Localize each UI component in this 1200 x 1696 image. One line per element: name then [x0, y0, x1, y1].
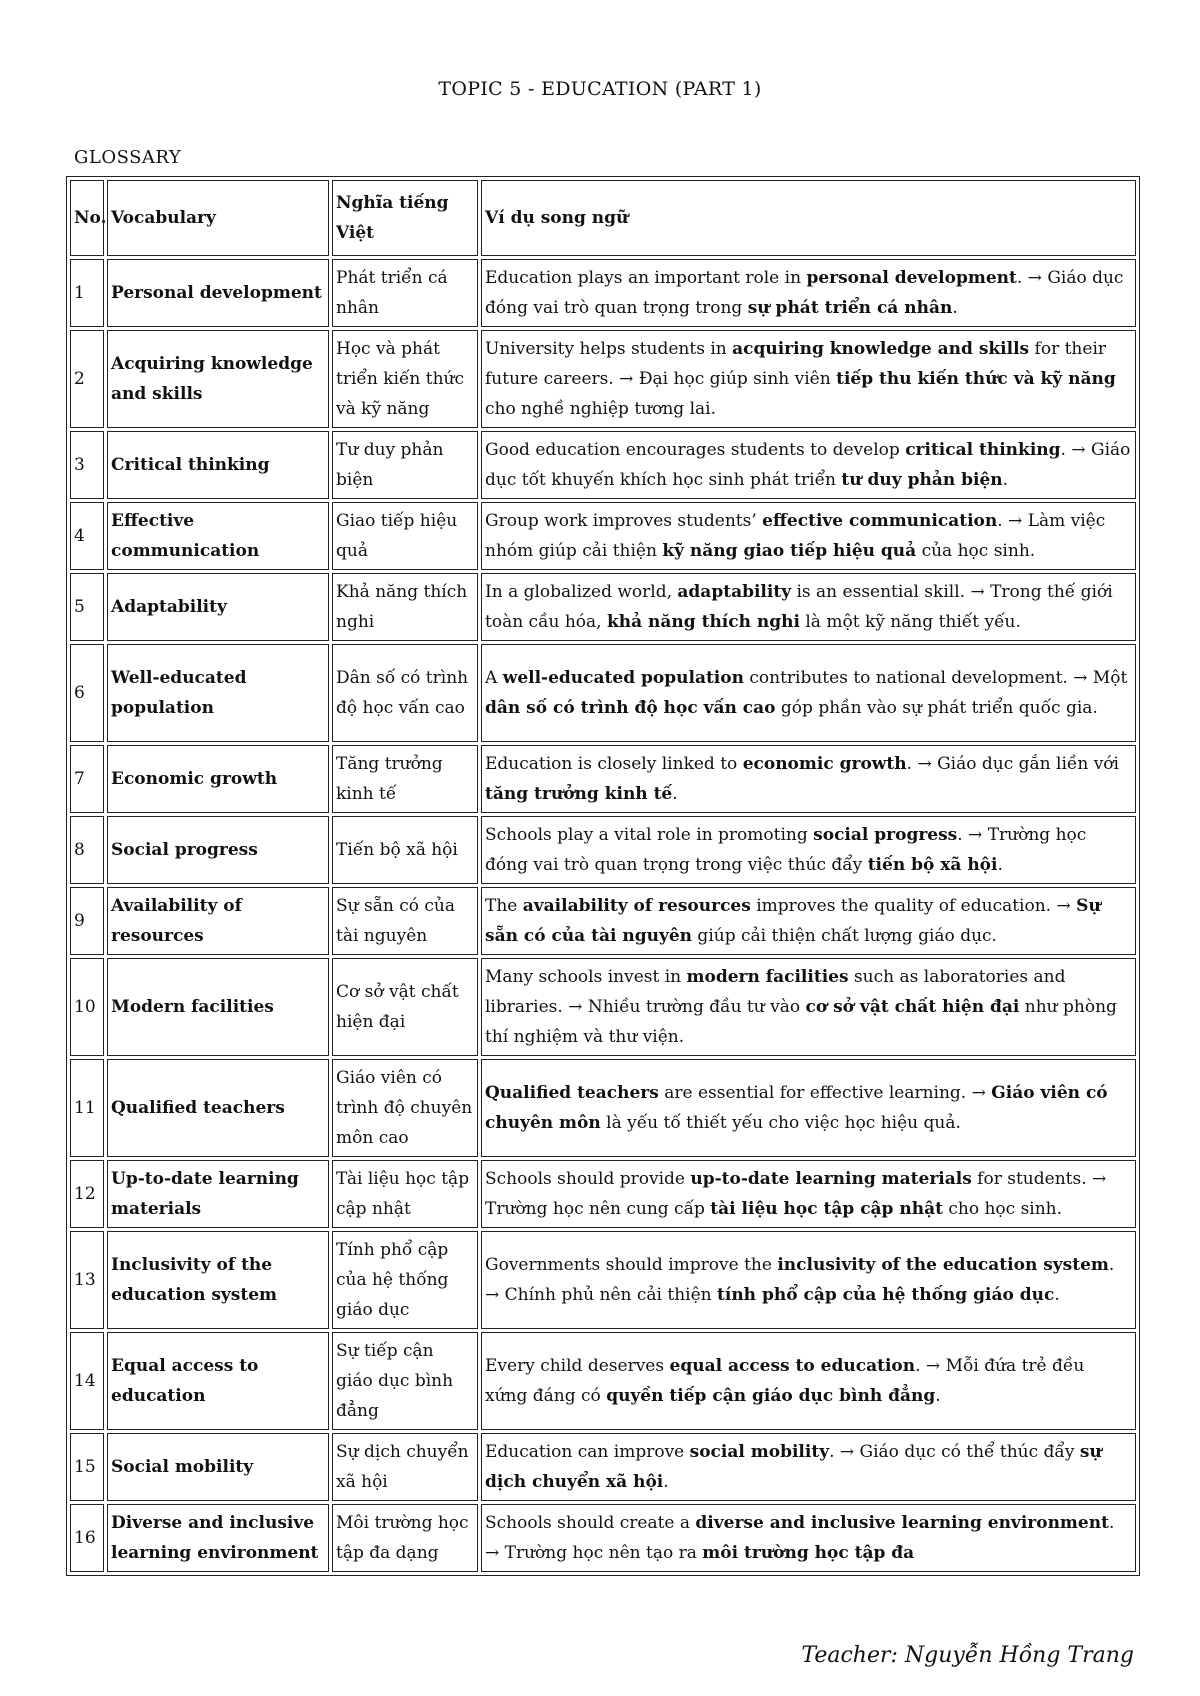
row-number: 15 [70, 1433, 104, 1501]
example-text: Governments should improve the [485, 1255, 778, 1275]
page-title: TOPIC 5 - EDUCATION (PART 1) [438, 78, 762, 100]
table-row [70, 1433, 1136, 1501]
example-text: . [1054, 1285, 1060, 1305]
example-highlight: acquiring knowledge and skills [732, 339, 1030, 359]
bilingual-example [481, 887, 1136, 955]
vocabulary-term: Acquiring knowledge and skills [107, 330, 329, 428]
vocabulary-term: Diverse and inclusive learning environment [107, 1504, 329, 1572]
bilingual-example [481, 958, 1136, 1056]
example-text: such as laboratories and libraries. → Nhiều trường đầu tư vào [485, 967, 1066, 1017]
bilingual-example [481, 1504, 1136, 1572]
example-text: . → Làm việc nhóm giúp cải thiện [485, 511, 1106, 561]
table-row [70, 1231, 1136, 1329]
example-highlight: dân số có trình độ học vấn cao [485, 698, 776, 718]
example-text: là yếu tố thiết yếu cho việc học hiệu quả. [600, 1113, 961, 1133]
example-text: Schools should create a [485, 1513, 696, 1533]
vocabulary-term: Economic growth [107, 745, 329, 813]
example-text: Schools should provide [485, 1169, 691, 1189]
example-highlight: tiến bộ xã hội [867, 855, 998, 875]
glossary-table [66, 176, 1140, 1576]
example-highlight: social progress [813, 825, 958, 845]
vocabulary-term: Up-to-date learning materials [107, 1160, 329, 1228]
bilingual-example [481, 1231, 1136, 1329]
example-text: . → Giáo dục tốt khuyến khích học sinh phát triển [485, 440, 1131, 490]
vietnamese-meaning: Dân số có trình độ học vấn cao [332, 644, 478, 742]
vietnamese-meaning: Học và phát triển kiến thức và kỹ năng [332, 330, 478, 428]
example-text: . → Trường học nên tạo ra [485, 1513, 1115, 1563]
example-highlight: tài liệu học tập cập nhật [710, 1199, 943, 1219]
teacher-signature: Teacher: Nguyễn Hồng Trang [801, 1643, 1134, 1668]
example-text: Schools play a vital role in promoting [485, 825, 814, 845]
example-highlight: môi trường học tập đa [702, 1543, 915, 1563]
row-number: 12 [70, 1160, 104, 1228]
vocabulary-term: Availability of resources [107, 887, 329, 955]
example-text: Many schools invest in [485, 967, 687, 987]
row-number: 13 [70, 1231, 104, 1329]
vocabulary-term: Modern facilities [107, 958, 329, 1056]
example-highlight: tăng trưởng kinh tế [485, 784, 673, 804]
example-text: University helps students in [485, 339, 733, 359]
row-number: 4 [70, 502, 104, 570]
bilingual-example [481, 431, 1136, 499]
row-number: 11 [70, 1059, 104, 1157]
example-highlight: Sự sẵn có của tài nguyên [485, 896, 1101, 946]
example-highlight: up-to-date learning materials [690, 1169, 972, 1189]
bilingual-example [481, 573, 1136, 641]
bilingual-example [481, 1433, 1136, 1501]
vietnamese-meaning: Cơ sở vật chất hiện đại [332, 958, 478, 1056]
row-number: 8 [70, 816, 104, 884]
example-text: góp phần vào sự phát triển quốc gia. [775, 698, 1098, 718]
example-text: Education is closely linked to [485, 754, 743, 774]
bilingual-example [481, 816, 1136, 884]
table-row [70, 816, 1136, 884]
example-text: Group work improves students’ [485, 511, 763, 531]
vocabulary-term: Adaptability [107, 573, 329, 641]
vietnamese-meaning: Sự dịch chuyển xã hội [332, 1433, 478, 1501]
example-text: của học sinh. [916, 541, 1036, 561]
bilingual-example [481, 330, 1136, 428]
example-text: In a globalized world, [485, 582, 678, 602]
row-number: 6 [70, 644, 104, 742]
example-text: Every child deserves [485, 1356, 670, 1376]
example-text: cho học sinh. [942, 1199, 1063, 1219]
row-number: 16 [70, 1504, 104, 1572]
example-highlight: economic growth [742, 754, 907, 774]
example-highlight: critical thinking [905, 440, 1061, 460]
example-highlight: sự phát triển cá nhân [747, 298, 953, 318]
table-row [70, 330, 1136, 428]
example-highlight: diverse and inclusive learning environment [695, 1513, 1109, 1533]
row-number: 14 [70, 1332, 104, 1430]
example-highlight: effective communication [762, 511, 998, 531]
bilingual-example [481, 644, 1136, 742]
example-highlight: Giáo viên có chuyên môn [485, 1083, 1108, 1133]
example-text: . → Chính phủ nên cải thiện [485, 1255, 1115, 1305]
vietnamese-meaning: Tính phổ cập của hệ thống giáo dục [332, 1231, 478, 1329]
vocabulary-term: Social progress [107, 816, 329, 884]
example-highlight: social mobility [689, 1442, 830, 1462]
section-heading: GLOSSARY [74, 147, 182, 168]
example-highlight: tiếp thu kiến thức và kỹ năng [836, 369, 1116, 389]
example-text: for students. → Trường học nên cung cấp [485, 1169, 1107, 1219]
vocabulary-term: Critical thinking [107, 431, 329, 499]
table-row [70, 431, 1136, 499]
example-highlight: khả năng thích nghi [606, 612, 800, 632]
table-row [70, 958, 1136, 1056]
example-highlight: tư duy phản biện [841, 470, 1003, 490]
example-text: The [485, 896, 523, 916]
example-text: . → Giáo dục đóng vai trò quan trọng trong [485, 268, 1124, 318]
table-row [70, 1504, 1136, 1572]
vocabulary-term: Effective communication [107, 502, 329, 570]
vietnamese-meaning: Giáo viên có trình độ chuyên môn cao [332, 1059, 478, 1157]
example-highlight: equal access to education [669, 1356, 916, 1376]
vietnamese-meaning: Tiến bộ xã hội [332, 816, 478, 884]
example-text: . → Trường học đóng vai trò quan trọng trong việc thúc đẩy [485, 825, 1087, 875]
example-highlight: personal development [806, 268, 1017, 288]
example-text: . [1002, 470, 1009, 490]
example-text: for their future careers. → Đại học giúp sinh viên [485, 339, 1107, 389]
header-vietnamese-meaning: Nghĩa tiếng Việt [332, 180, 478, 256]
table-row [70, 1332, 1136, 1430]
bilingual-example [481, 1332, 1136, 1430]
glossary-table-container [66, 176, 1140, 1576]
example-text: contributes to national development. → Một [743, 668, 1128, 688]
table-row [70, 887, 1136, 955]
vietnamese-meaning: Tăng trưởng kinh tế [332, 745, 478, 813]
example-text: is an essential skill. → Trong thế giới toàn cầu hóa, [485, 582, 1113, 632]
example-text: . [935, 1386, 941, 1406]
table-row [70, 1160, 1136, 1228]
header-vocabulary: Vocabulary [107, 180, 329, 256]
example-text: . → Giáo dục có thể thúc đẩy [829, 1442, 1080, 1462]
example-highlight: adaptability [677, 582, 792, 602]
vietnamese-meaning: Sự sẵn có của tài nguyên [332, 887, 478, 955]
example-text: là một kỹ năng thiết yếu. [799, 612, 1021, 632]
vocabulary-term: Equal access to education [107, 1332, 329, 1430]
bilingual-example [481, 502, 1136, 570]
example-text: giúp cải thiện chất lượng giáo dục. [692, 926, 997, 946]
table-row [70, 1059, 1136, 1157]
example-highlight: sự dịch chuyển xã hội [485, 1442, 1102, 1492]
row-number: 2 [70, 330, 104, 428]
row-number: 5 [70, 573, 104, 641]
row-number: 10 [70, 958, 104, 1056]
vocabulary-term: Inclusivity of the education system [107, 1231, 329, 1329]
example-text: A [485, 668, 503, 688]
vocabulary-term: Social mobility [107, 1433, 329, 1501]
example-text: improves the quality of education. → [750, 896, 1077, 916]
vietnamese-meaning: Tư duy phản biện [332, 431, 478, 499]
table-row [70, 573, 1136, 641]
example-text: Education plays an important role in [485, 268, 807, 288]
row-number: 9 [70, 887, 104, 955]
example-highlight: availability of resources [522, 896, 751, 916]
vocabulary-term: Qualified teachers [107, 1059, 329, 1157]
example-text: . [663, 1472, 669, 1492]
vocabulary-term: Well-educated population [107, 644, 329, 742]
example-text: . [672, 784, 678, 804]
table-row [70, 502, 1136, 570]
example-highlight: tính phổ cập của hệ thống giáo dục [717, 1285, 1055, 1305]
example-text: . [997, 855, 1003, 875]
table-header-row [70, 180, 1136, 256]
glossary-table-body [70, 180, 1136, 1572]
table-row [70, 745, 1136, 813]
table-row [70, 259, 1136, 327]
example-text: Education can improve [485, 1442, 690, 1462]
example-highlight: Qualified teachers [485, 1083, 659, 1103]
example-text: Good education encourages students to develop [485, 440, 906, 460]
vietnamese-meaning: Tài liệu học tập cập nhật [332, 1160, 478, 1228]
row-number: 3 [70, 431, 104, 499]
example-text: . → Mỗi đứa trẻ đều xứng đáng có [485, 1356, 1085, 1406]
table-row [70, 644, 1136, 742]
example-highlight: modern facilities [686, 967, 849, 987]
example-highlight: kỹ năng giao tiếp hiệu quả [662, 541, 917, 561]
vietnamese-meaning: Phát triển cá nhân [332, 259, 478, 327]
example-highlight: well-educated population [502, 668, 744, 688]
bilingual-example [481, 1059, 1136, 1157]
bilingual-example [481, 745, 1136, 813]
example-text: are essential for effective learning. → [658, 1083, 992, 1103]
row-number: 7 [70, 745, 104, 813]
vietnamese-meaning: Giao tiếp hiệu quả [332, 502, 478, 570]
vocabulary-term: Personal development [107, 259, 329, 327]
example-highlight: quyền tiếp cận giáo dục bình đẳng [606, 1386, 936, 1406]
example-text: . → Giáo dục gắn liền với [906, 754, 1119, 774]
header-bilingual-example: Ví dụ song ngữ [481, 180, 1136, 256]
example-text: . [952, 298, 958, 318]
vietnamese-meaning: Môi trường học tập đa dạng [332, 1504, 478, 1572]
bilingual-example [481, 259, 1136, 327]
example-highlight: cơ sở vật chất hiện đại [805, 997, 1020, 1017]
header-no: No. [70, 180, 104, 256]
vietnamese-meaning: Sự tiếp cận giáo dục bình đẳng [332, 1332, 478, 1430]
row-number: 1 [70, 259, 104, 327]
bilingual-example [481, 1160, 1136, 1228]
example-highlight: inclusivity of the education system [777, 1255, 1109, 1275]
example-text: như phòng thí nghiệm và thư viện. [485, 997, 1117, 1047]
vietnamese-meaning: Khả năng thích nghi [332, 573, 478, 641]
example-text: cho nghề nghiệp tương lai. [485, 399, 716, 419]
